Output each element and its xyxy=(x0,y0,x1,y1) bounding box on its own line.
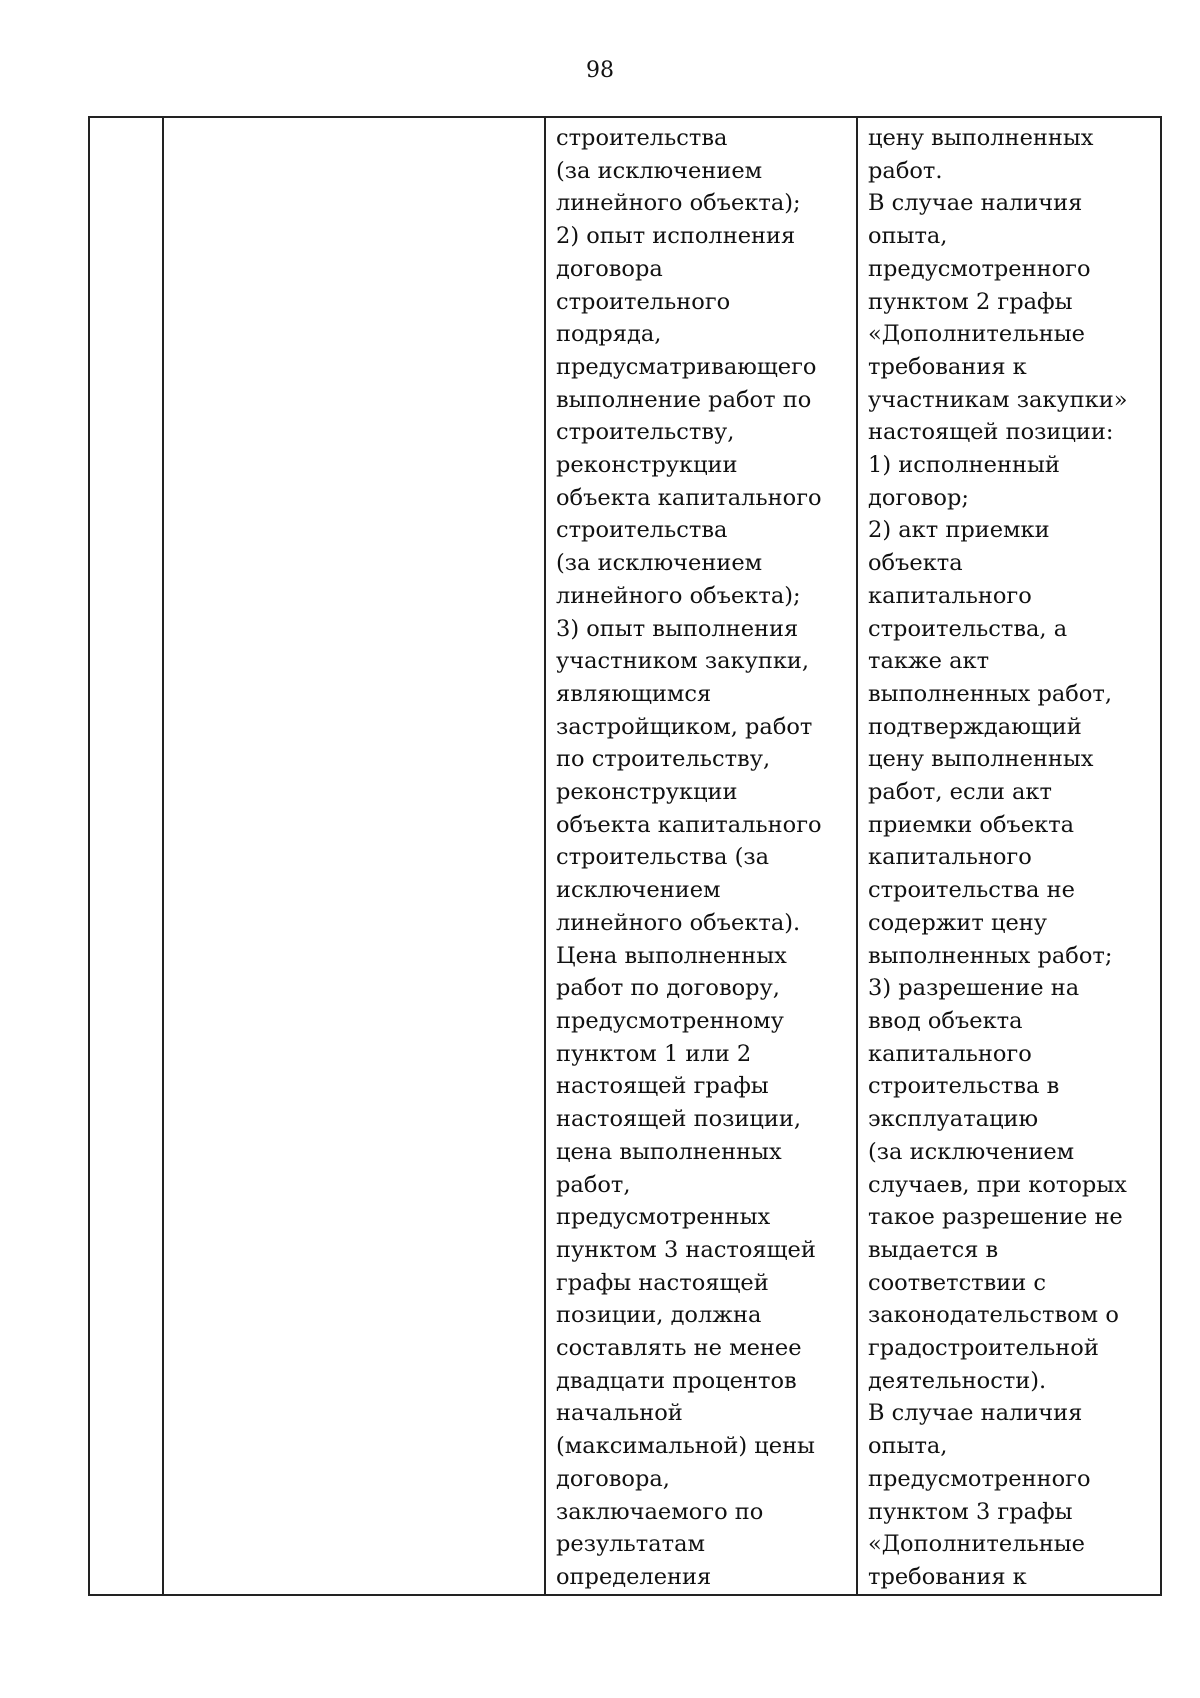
text-line: строительства, а xyxy=(868,615,1068,642)
text-line: предусматривающего xyxy=(556,353,817,380)
text-line: графы настоящей xyxy=(556,1269,769,1296)
table-cell-number xyxy=(89,117,163,1595)
table-cell-documents xyxy=(857,117,1161,1595)
text-line: «Дополнительные xyxy=(868,1531,1085,1558)
text-line: (за исключением xyxy=(556,550,763,577)
text-line: приемки объекта xyxy=(868,811,1075,838)
text-line: договор; xyxy=(868,484,969,511)
text-line: (за исключением xyxy=(556,157,763,184)
text-line: В случае наличия xyxy=(868,1400,1083,1427)
text-line: реконструкции xyxy=(556,452,738,479)
text-line: настоящей позиции: xyxy=(868,419,1114,446)
text-line: договора, xyxy=(556,1465,670,1492)
table-cell-requirements xyxy=(545,117,857,1595)
text-line: выдается в xyxy=(868,1236,999,1263)
text-line: ввод объекта xyxy=(868,1007,1023,1034)
text-line: также акт xyxy=(868,648,990,675)
text-line: начальной xyxy=(556,1400,683,1427)
table-cell-name xyxy=(163,117,545,1595)
text-line: 3) опыт выполнения xyxy=(556,615,799,642)
requirements-table xyxy=(88,116,1162,1596)
text-line: 3) разрешение на xyxy=(868,975,1080,1002)
text-line: пунктом 3 графы xyxy=(868,1498,1073,1525)
text-line: подтверждающий xyxy=(868,713,1082,740)
text-line: В случае наличия xyxy=(868,190,1083,217)
text-line: выполненных работ; xyxy=(868,942,1113,969)
text-line: строительства xyxy=(556,517,728,544)
text-line: «Дополнительные xyxy=(868,321,1085,348)
text-line: работ. xyxy=(868,157,943,184)
text-line: настоящей позиции, xyxy=(556,1106,802,1133)
text-line: (максимальной) цены xyxy=(556,1433,815,1460)
text-line: (за исключением xyxy=(868,1138,1075,1165)
text-line: исключением xyxy=(556,877,721,904)
text-line: случаев, при которых xyxy=(868,1171,1127,1198)
text-line: капитального xyxy=(868,844,1032,871)
text-line: эксплуатацию xyxy=(868,1106,1039,1133)
text-line: соответствии с xyxy=(868,1269,1047,1296)
text-line: пунктом 2 графы xyxy=(868,288,1073,315)
text-line: капитального xyxy=(868,582,1032,609)
text-line: цена выполненных xyxy=(556,1138,782,1165)
text-line: заключаемого по xyxy=(556,1498,764,1525)
text-line: по строительству, xyxy=(556,746,771,773)
text-line: определения xyxy=(556,1563,712,1590)
text-line: работ по договору, xyxy=(556,975,780,1002)
text-line: строительства (за xyxy=(556,844,770,871)
text-line: результатам xyxy=(556,1531,705,1558)
text-line: застройщиком, работ xyxy=(556,713,813,740)
text-line: опыта, xyxy=(868,1433,948,1460)
text-line: градостроительной xyxy=(868,1335,1099,1362)
text-line: объекта капитального xyxy=(556,811,822,838)
text-line: линейного объекта); xyxy=(556,190,801,217)
text-line: цену выполненных xyxy=(868,125,1094,151)
text-line: законодательством о xyxy=(868,1302,1119,1329)
text-line: такое разрешение не xyxy=(868,1204,1123,1231)
text-line: участникам закупки» xyxy=(868,386,1128,413)
text-line: составлять не менее xyxy=(556,1335,802,1362)
text-line: капитального xyxy=(868,1040,1032,1067)
text-line: Цена выполненных xyxy=(556,942,787,969)
text-line: подряда, xyxy=(556,321,662,348)
page-number: 98 xyxy=(586,58,614,83)
text-line: строительного xyxy=(556,288,731,315)
text-line: предусмотренному xyxy=(556,1007,784,1034)
text-line: объекта капитального xyxy=(556,484,822,511)
text-line: выполненных работ, xyxy=(868,680,1112,707)
text-line: договора xyxy=(556,255,663,282)
text-line: 2) акт приемки xyxy=(868,517,1050,544)
text-line: 1) исполненный xyxy=(868,452,1060,479)
text-line: деятельности). xyxy=(868,1367,1047,1394)
text-line: являющимся xyxy=(556,680,712,707)
text-line: позиции, должна xyxy=(556,1302,762,1329)
text-line: содержит цену xyxy=(868,909,1048,936)
text-line: строительства не xyxy=(868,877,1075,904)
text-line: строительству, xyxy=(556,419,735,446)
text-line: настоящей графы xyxy=(556,1073,769,1100)
text-line: линейного объекта). xyxy=(556,909,801,936)
text-line: работ, если акт xyxy=(868,779,1052,806)
text-line: 2) опыт исполнения xyxy=(556,223,796,250)
text-line: двадцати процентов xyxy=(556,1367,797,1394)
text-line: требования к xyxy=(868,353,1027,380)
text-line: предусмотренного xyxy=(868,1465,1091,1492)
text-line: цену выполненных xyxy=(868,746,1094,773)
text-line: выполнение работ по xyxy=(556,386,812,413)
text-line: реконструкции xyxy=(556,779,738,806)
text-line: предусмотренного xyxy=(868,255,1091,282)
text-line: линейного объекта); xyxy=(556,582,801,609)
text-line: объекта xyxy=(868,550,963,577)
text-line: пунктом 1 или 2 xyxy=(556,1040,752,1067)
text-line: строительства xyxy=(556,125,728,151)
text-line: пунктом 3 настоящей xyxy=(556,1236,816,1263)
text-line: предусмотренных xyxy=(556,1204,771,1231)
text-line: участником закупки, xyxy=(556,648,810,675)
text-line: работ, xyxy=(556,1171,631,1198)
text-line: строительства в xyxy=(868,1073,1060,1100)
text-line: опыта, xyxy=(868,223,948,250)
text-line: требования к xyxy=(868,1563,1027,1590)
table-row xyxy=(89,117,1161,1595)
